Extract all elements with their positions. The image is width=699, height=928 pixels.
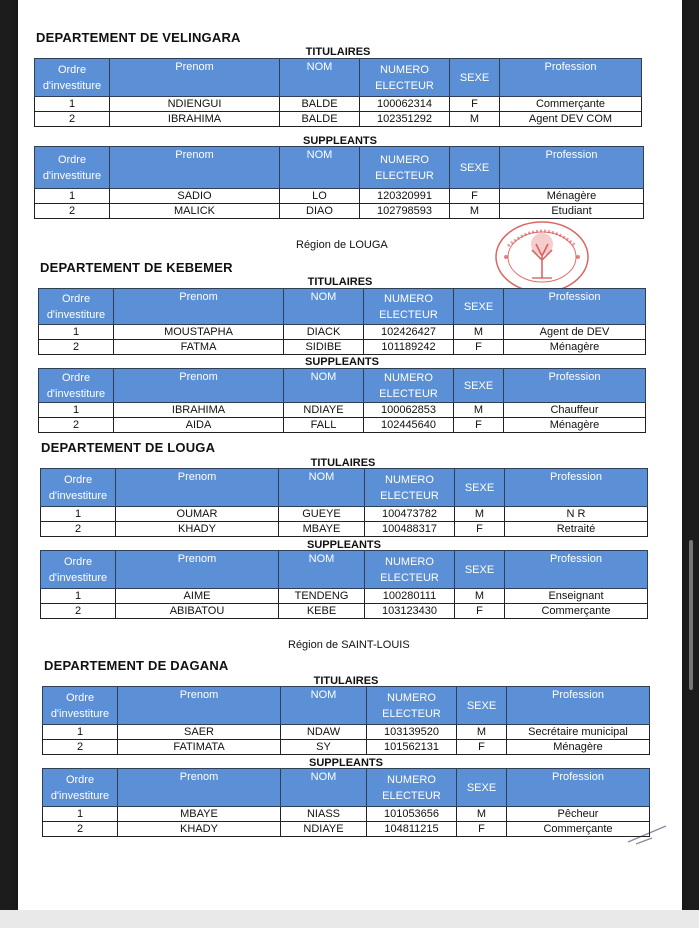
cell-ordre: 1 [35,189,110,204]
cell-numero: 100062314 [360,97,450,112]
cell-numero: 102351292 [360,112,450,127]
cell-sexe: M [455,507,505,522]
cell-prenom: AIME [116,589,279,604]
dept-dagana-title: DEPARTEMENT DE DAGANA [44,658,229,673]
kebemer-suppleants-label: SUPPLEANTS [305,356,379,368]
cell-sexe: F [450,97,500,112]
table-row [41,604,648,619]
cell-prenom: MBAYE [118,807,281,822]
cell-prenom: KHADY [116,522,279,537]
cell-numero: 100473782 [365,507,455,522]
header-profession: Profession [504,289,646,325]
header-numero: NUMERO ELECTEUR [360,147,450,189]
cell-sexe: M [454,325,504,340]
cell-prenom: MOUSTAPHA [114,325,284,340]
next-page-edge [0,910,699,928]
table-row [39,325,646,340]
cell-ordre: 2 [39,340,114,355]
cell-nom: KEBE [279,604,365,619]
header-ordre: Ordre d'investiture [35,147,110,189]
cell-nom: NDIAYE [284,403,364,418]
cell-ordre: 2 [41,522,116,537]
cell-profession: Ménagère [500,189,644,204]
cell-prenom: ABIBATOU [116,604,279,619]
cell-profession: Chauffeur [504,403,646,418]
cell-prenom: KHADY [118,822,281,837]
kebemer-titulaires-table [38,288,646,355]
table-row [35,204,644,219]
cell-numero: 101189242 [364,340,454,355]
header-sexe: SEXE [455,551,505,589]
cell-profession: Retraité [505,522,648,537]
table-row [41,522,648,537]
header-nom: NOM [279,469,365,507]
header-ordre: Ordre d'investiture [39,369,114,403]
cell-profession: Enseignant [505,589,648,604]
table-row [43,725,650,740]
cell-sexe: M [450,204,500,219]
dept-louga-title: DEPARTEMENT DE LOUGA [41,440,216,455]
cell-numero: 101562131 [367,740,457,755]
cell-ordre: 2 [35,112,110,127]
table-row [39,403,646,418]
cell-numero: 100062853 [364,403,454,418]
cell-prenom: NDIENGUI [110,97,280,112]
header-prenom: Prenom [114,289,284,325]
header-sexe: SEXE [454,289,504,325]
cell-numero: 102798593 [360,204,450,219]
cell-nom: DIACK [284,325,364,340]
cell-sexe: M [457,725,507,740]
cell-ordre: 1 [41,507,116,522]
cell-ordre: 1 [41,589,116,604]
cell-sexe: F [454,418,504,433]
dagana-suppleants-label: SUPPLEANTS [309,757,383,769]
header-nom: NOM [281,687,367,725]
official-seal-icon [494,220,590,294]
cell-prenom: FATMA [114,340,284,355]
header-nom: NOM [284,289,364,325]
header-ordre: Ordre d'investiture [35,59,110,97]
table-row [43,740,650,755]
table-row [41,507,648,522]
header-numero: NUMERO ELECTEUR [367,687,457,725]
velingara-suppleants-label: SUPPLEANTS [303,135,377,147]
header-profession: Profession [505,551,648,589]
cell-profession: Ménagère [504,418,646,433]
header-numero: NUMERO ELECTEUR [364,369,454,403]
header-profession: Profession [505,469,648,507]
cell-numero: 103123430 [365,604,455,619]
cell-sexe: F [457,822,507,837]
cell-nom: NIASS [281,807,367,822]
cell-sexe: F [457,740,507,755]
header-numero: NUMERO ELECTEUR [360,59,450,97]
cell-numero: 120320991 [360,189,450,204]
header-profession: Profession [507,687,650,725]
header-sexe: SEXE [450,147,500,189]
header-ordre: Ordre d'investiture [41,551,116,589]
dagana-titulaires-label: TITULAIRES [313,675,379,687]
dept-velingara-title: DEPARTEMENT DE VELINGARA [36,30,241,45]
cell-ordre: 1 [35,97,110,112]
cell-ordre: 2 [41,604,116,619]
dagana-titulaires-table [42,686,650,755]
cell-prenom: IBRAHIMA [110,112,280,127]
cell-nom: NDIAYE [281,822,367,837]
header-prenom: Prenom [118,769,281,807]
cell-profession: Agent DEV COM [500,112,642,127]
dept-kebemer-title: DEPARTEMENT DE KEBEMER [40,260,233,275]
kebemer-titulaires-label: TITULAIRES [307,276,373,288]
cell-sexe: M [457,807,507,822]
cell-profession: Commerçante [505,604,648,619]
cell-sexe: M [455,589,505,604]
cell-sexe: M [450,112,500,127]
table-row [35,189,644,204]
cell-nom: BALDE [280,97,360,112]
header-prenom: Prenom [114,369,284,403]
cell-sexe: F [454,340,504,355]
header-ordre: Ordre d'investiture [43,687,118,725]
header-prenom: Prenom [110,147,280,189]
cell-ordre: 2 [43,822,118,837]
velingara-suppleants-table [34,146,644,219]
cell-profession: Commerçante [500,97,642,112]
table-row [35,97,642,112]
cell-sexe: F [455,522,505,537]
header-prenom: Prenom [118,687,281,725]
cell-numero: 104811215 [367,822,457,837]
cell-numero: 100280111 [365,589,455,604]
table-row [39,340,646,355]
table-row [43,822,650,837]
cell-nom: NDAW [281,725,367,740]
kebemer-suppleants-table [38,368,646,433]
cell-ordre: 2 [43,740,118,755]
header-prenom: Prenom [110,59,280,97]
region-saint-louis-label: Région de SAINT-LOUIS [288,639,410,651]
header-sexe: SEXE [457,687,507,725]
cell-nom: DIAO [280,204,360,219]
cell-profession: Agent de DEV [504,325,646,340]
header-profession: Profession [504,369,646,403]
header-numero: NUMERO ELECTEUR [364,289,454,325]
cell-profession: Ménagère [504,340,646,355]
cell-profession: Pêcheur [507,807,650,822]
cell-nom: LO [280,189,360,204]
cell-prenom: SAER [118,725,281,740]
cell-profession: Etudiant [500,204,644,219]
header-sexe: SEXE [450,59,500,97]
louga-suppleants-table [40,550,648,619]
velingara-titulaires-table [34,58,642,127]
cell-profession: Secrétaire municipal [507,725,650,740]
cell-prenom: OUMAR [116,507,279,522]
cell-numero: 100488317 [365,522,455,537]
header-nom: NOM [280,59,360,97]
cell-prenom: AIDA [114,418,284,433]
cell-ordre: 1 [39,403,114,418]
region-louga-label: Région de LOUGA [296,239,388,251]
header-profession: Profession [500,147,644,189]
cell-nom: TENDENG [279,589,365,604]
header-prenom: Prenom [116,551,279,589]
dagana-suppleants-table [42,768,650,837]
cell-nom: FALL [284,418,364,433]
cell-profession: Commerçante [507,822,650,837]
cell-nom: MBAYE [279,522,365,537]
cell-nom: SIDIBE [284,340,364,355]
velingara-titulaires-label: TITULAIRES [305,46,371,58]
cell-ordre: 2 [39,418,114,433]
cell-ordre: 1 [43,725,118,740]
header-numero: NUMERO ELECTEUR [367,769,457,807]
cell-prenom: IBRAHIMA [114,403,284,418]
cell-profession: Ménagère [507,740,650,755]
cell-nom: GUEYE [279,507,365,522]
table-row [39,418,646,433]
header-nom: NOM [281,769,367,807]
header-numero: NUMERO ELECTEUR [365,469,455,507]
cell-numero: 101053656 [367,807,457,822]
cell-ordre: 1 [39,325,114,340]
header-profession: Profession [500,59,642,97]
cell-prenom: SADIO [110,189,280,204]
cell-prenom: MALICK [110,204,280,219]
scrollbar-thumb[interactable] [689,540,693,690]
louga-titulaires-label: TITULAIRES [310,457,376,469]
header-nom: NOM [284,369,364,403]
table-row [41,589,648,604]
cell-numero: 102445640 [364,418,454,433]
cell-numero: 102426427 [364,325,454,340]
cell-profession: N R [505,507,648,522]
cell-sexe: F [455,604,505,619]
cell-ordre: 2 [35,204,110,219]
cell-prenom: FATIMATA [118,740,281,755]
cell-numero: 103139520 [367,725,457,740]
cell-sexe: M [454,403,504,418]
header-nom: NOM [280,147,360,189]
header-sexe: SEXE [454,369,504,403]
cell-sexe: F [450,189,500,204]
header-ordre: Ordre d'investiture [39,289,114,325]
cell-ordre: 1 [43,807,118,822]
cell-nom: SY [281,740,367,755]
louga-suppleants-label: SUPPLEANTS [307,539,381,551]
header-sexe: SEXE [455,469,505,507]
header-ordre: Ordre d'investiture [41,469,116,507]
louga-titulaires-table [40,468,648,537]
table-row [35,112,642,127]
header-profession: Profession [507,769,650,807]
header-nom: NOM [279,551,365,589]
header-prenom: Prenom [116,469,279,507]
header-ordre: Ordre d'investiture [43,769,118,807]
table-row [43,807,650,822]
header-numero: NUMERO ELECTEUR [365,551,455,589]
cell-nom: BALDE [280,112,360,127]
header-sexe: SEXE [457,769,507,807]
